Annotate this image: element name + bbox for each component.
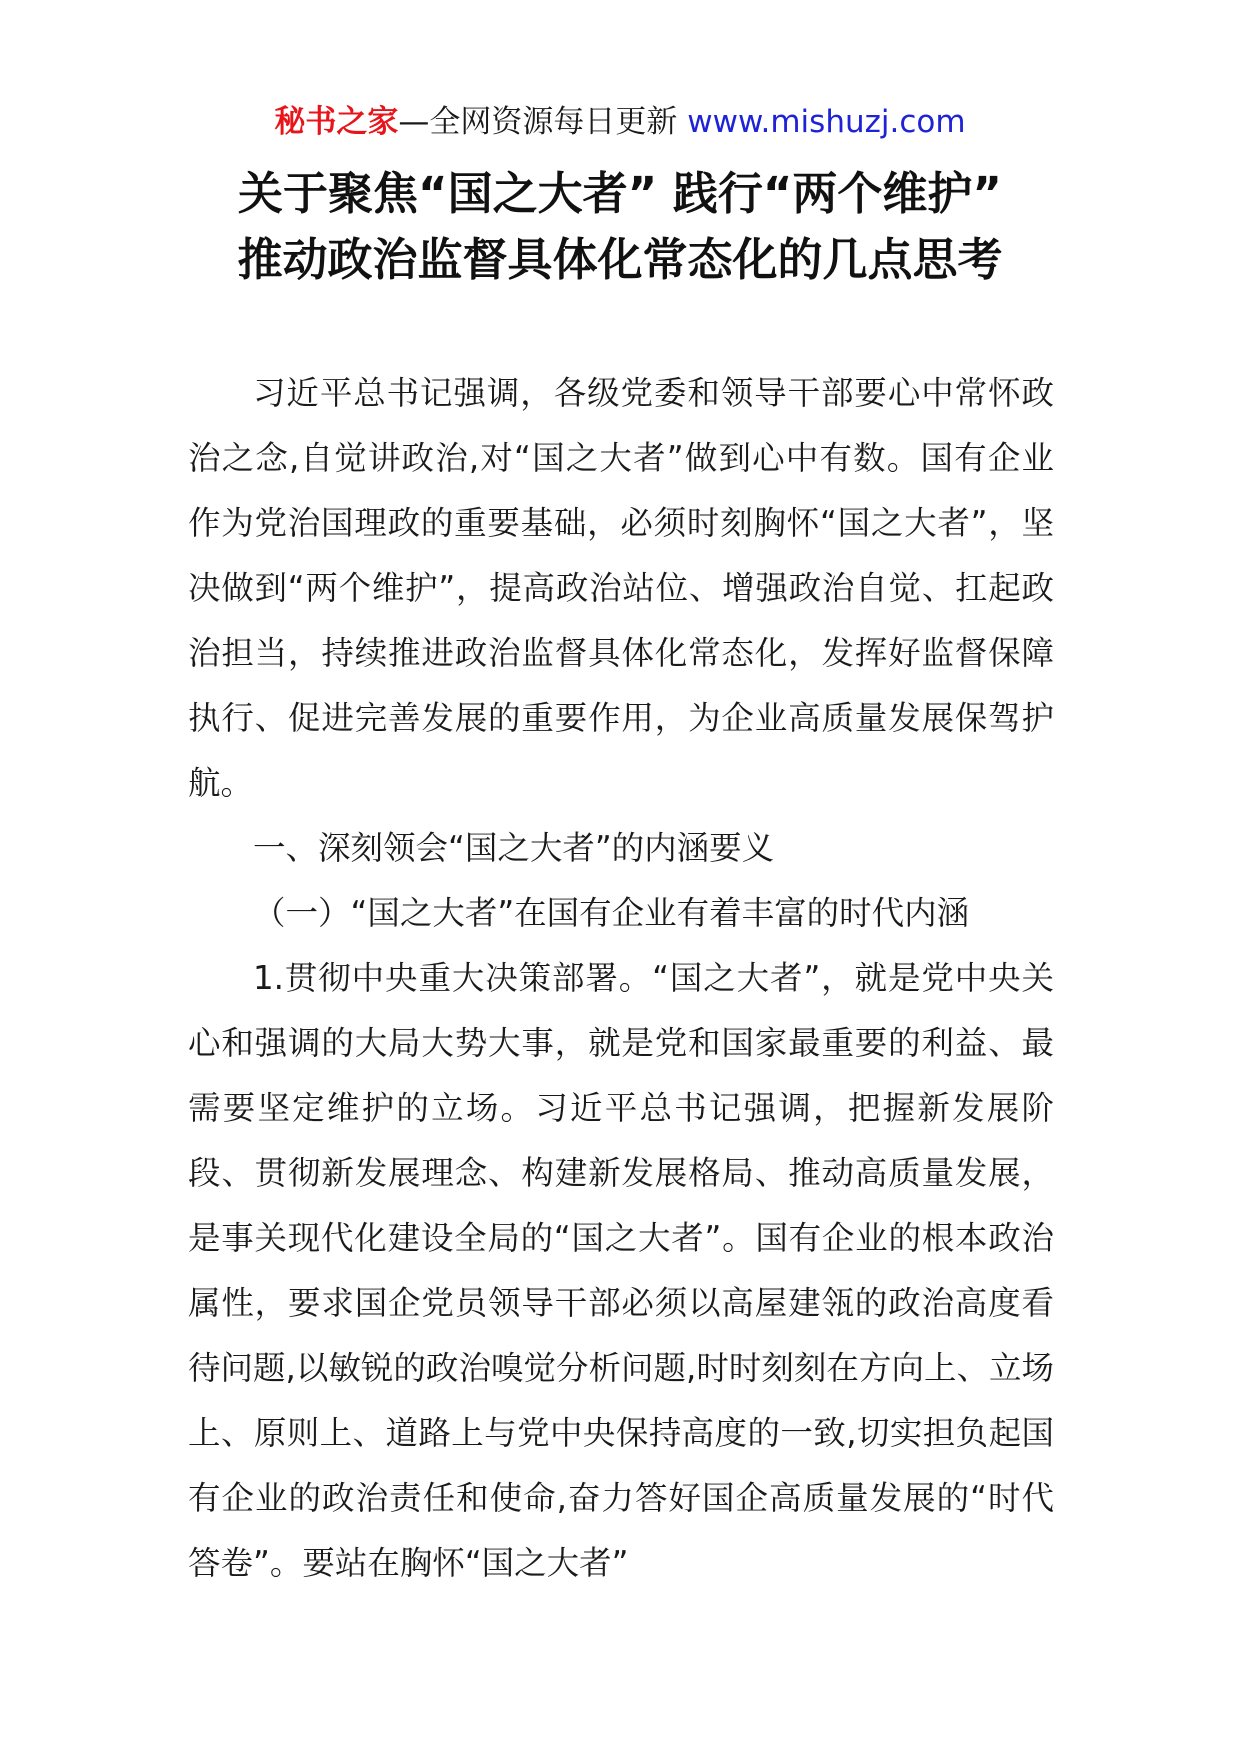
document-title-line-2: 推动政治监督具体化常态化的几点思考 [237, 233, 1003, 286]
site-url-link[interactable]: www.mishuzj.com [687, 104, 966, 140]
intro-paragraph: 习近平总书记强调，各级党委和领导干部要心中常怀政治之念,自觉讲政治,对“国之大者”做到心中有数。国有企业作为党治国理政的重要基础，必须时刻胸怀“国之大者”，坚决做到“两个维护”，提高政治站位、增强政治自觉、扛起政治担当，持续推进政治监督具体化常态化，发挥好监督保障执行、促进完善发展的重要作用，为企业高质量发展保驾护航。 [188, 374, 1054, 802]
document-title-line-1: 关于聚焦“国之大者” 践行“两个维护” [238, 167, 1002, 220]
section-heading-1: 一、深刻领会“国之大者”的内涵要义 [253, 829, 775, 867]
body-paragraph-2: 1.贯彻中央重大决策部署。“国之大者”，就是党中央关心和强调的大局大势大事，就是党和国家最重要的利益、最需要坚定维护的立场。习近平总书记强调，把握新发展阶段、贯彻新发展理念、构建新发展格局、推动高质量发展，是事关现代化建设全局的“国之大者”。国有企业的根本政治属性，要求国企党员领导干部必须以高屋建瓴的政治高度看待问题,以敏锐的政治嗅觉分析问题,时时刻刻在方向上、立场上、原则上、道路上与党中央保持高度的一致,切实担负起国有企业的政治责任和使命,奋力答好国企高质量发展的“时代答卷”。要站在胸怀“国之大者” [188, 959, 1054, 1582]
document-body [188, 361, 1054, 1596]
site-header [0, 100, 1240, 144]
brand-name: 秘书之家 [274, 104, 399, 140]
header-slogan: —全网资源每日更新 [398, 104, 688, 140]
subsection-heading-1: （一）“国之大者”在国有企业有着丰富的时代内涵 [253, 894, 970, 932]
